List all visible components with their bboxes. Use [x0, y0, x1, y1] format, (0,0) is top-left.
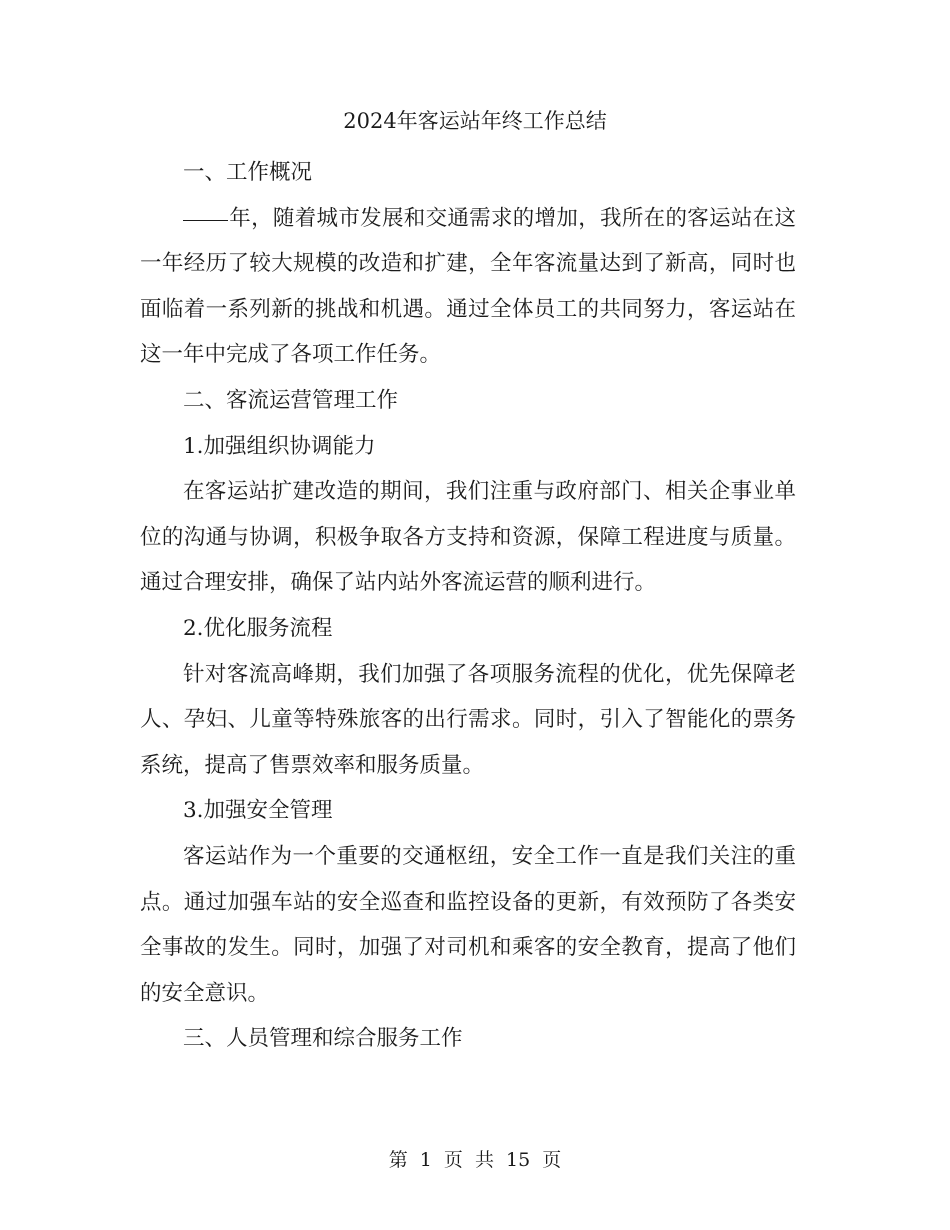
subheading-service-flow: 2.优化服务流程: [183, 615, 333, 641]
document-title: 2024年客运站年终工作总结: [343, 109, 607, 133]
section-heading-personnel: 三、人员管理和综合服务工作: [183, 1026, 463, 1052]
section-heading-overview: 一、工作概况: [183, 160, 313, 185]
paragraph-coordination: 在客运站扩建改造的期间，我们注重与政府部门、相关企事业单位的沟通与协调，积极争取各方支持和资源，保障工程进度与质量。通过合理安排，确保了站内站外客流运营的顺利进行。: [140, 479, 796, 596]
document-body: [140, 150, 796, 1062]
paragraph-service-flow: 针对客流高峰期，我们加强了各项服务流程的优化，优先保障老人、孕妇、儿童等特殊旅客的出行需求。同时，引入了智能化的票务系统，提高了售票效率和服务质量。: [140, 661, 796, 778]
year-blank: [183, 219, 228, 221]
page-footer: 第 1 页 共 15 页: [388, 1149, 562, 1171]
section-heading-operations: 二、客流运营管理工作: [183, 387, 399, 413]
subheading-coordination: 1.加强组织协调能力: [183, 433, 376, 459]
subheading-safety: 3.加强安全管理: [183, 798, 333, 824]
paragraph-safety: 客运站作为一个重要的交通枢纽，安全工作一直是我们关注的重点。通过加强车站的安全巡查和监控设备的更新，有效预防了各类安全事故的发生。同时，加强了对司机和乘客的安全教育，提高了他们的安全意识。: [140, 843, 796, 1006]
paragraph-overview: [140, 196, 796, 378]
paragraph-overview-text: 年，随着城市发展和交通需求的增加，我所在的客运站在这一年经历了较大规模的改造和扩建，全年客流量达到了新高，同时也面临着一系列新的挑战和机遇。通过全体员工的共同努力，客运站在这一年中完成了各项工作任务。: [140, 205, 796, 368]
